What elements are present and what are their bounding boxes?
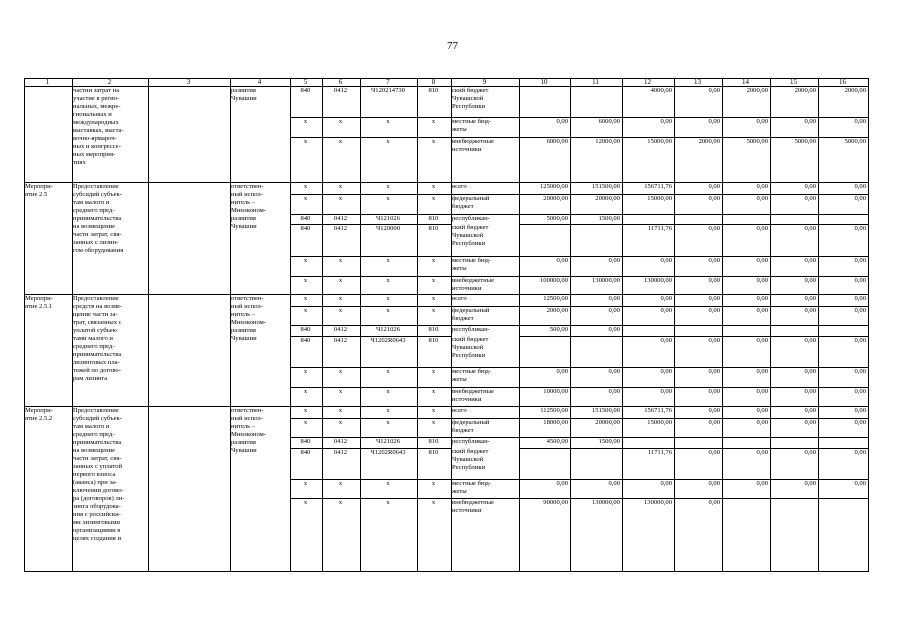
cell-col-11: 0,00 [608,307,620,314]
cell-col-8: 810 [428,337,439,344]
cell-col-6: x [338,295,343,302]
cell-col-12: 0,00 [660,480,672,487]
cell-col-6: x [338,138,343,145]
cell-col-16: 0,00 [854,480,866,487]
cell-col-7: x [386,138,390,145]
cell-col-8: x [431,277,436,284]
cell-col-12: 130000,00 [643,499,672,506]
cell-col-7: x [386,257,390,264]
cell-col-12: 156711,76 [644,407,672,414]
cell-col-8: x [431,257,436,264]
cell-col-7: Ч121026 [375,438,401,445]
cell-col-8: 810 [428,225,439,232]
cell-col-12: 0,00 [660,307,672,314]
column-header-3: 3 [186,78,191,86]
cell-col-10: 18000,00 [543,419,568,426]
cell-col-10: 0,00 [556,480,568,487]
column-header-9: 9 [482,78,487,86]
cell-col-11: 6000,00 [598,118,620,125]
cell-col-6: x [338,499,343,506]
cell-col-12: 4000,00 [650,87,672,94]
cell-col-8: 810 [428,438,439,445]
cell-col-5: 840 [300,87,311,94]
cell-col-5: x [303,277,308,284]
column-header-2: 2 [107,78,112,86]
cell-col-15: 5000,00 [794,138,816,145]
column-header-13: 13 [694,78,701,86]
cell-col-5: x [303,499,308,506]
cell-col-7: x [386,480,390,487]
cell-col-7: Ч121026 [375,326,401,333]
cell-col-10: 112500,00 [540,407,568,414]
column-header-14: 14 [742,78,749,86]
cell-col-12: 15000,00 [647,138,672,145]
cell-col-15: 0,00 [804,295,816,302]
column-header-7: 7 [386,78,390,86]
cell-col-6: 0412 [333,337,348,344]
cell-col-5: x [303,407,308,414]
cell-col-12: 130000,00 [643,277,672,284]
cell-col-15: 0,00 [804,368,816,375]
cell-col-11: 20000,00 [595,195,620,202]
cell-col-12: 0,00 [660,368,672,375]
cell-col-6: x [338,307,343,314]
cell-col-13: 0,00 [708,225,720,232]
cell-col-9: республикан- [452,326,490,333]
cell-col-7: Ч1202R0643 [370,337,406,344]
cell-col-8: x [431,118,436,125]
cell-col-13: 0,00 [708,118,720,125]
cell-col-7: x [386,195,390,202]
cell-col-9: внебюджетные источники [452,388,495,403]
cell-col-9: внебюджетные источники [452,138,495,153]
cell-col-11: 0,00 [608,368,620,375]
cell-col-12: 0,00 [660,118,672,125]
cell-col-5: x [303,118,308,125]
cell-col-9: ский бюджет Чувашской Республики [452,87,489,110]
cell-col-11: 0,00 [608,295,620,302]
column-header-16: 16 [839,78,846,86]
cell-col-9: внебюджетные источники [452,499,495,514]
cell-col-10: 500,00 [549,326,568,333]
cell-col-16: 0,00 [854,307,866,314]
cell-col-11: 1500,00 [598,438,620,445]
cell-col-10: 0,00 [556,118,568,125]
cell-col-13: 0,00 [708,87,720,94]
cell-col-16: 0,00 [854,407,866,414]
cell-col-13: 0,00 [708,307,720,314]
cell-col-13: 0,00 [708,407,720,414]
cell-col-14: 2000,00 [746,87,768,94]
column-header-11: 11 [592,78,599,86]
cell-col-7: x [386,277,390,284]
cell-col-5: x [303,295,308,302]
cell-col-16: 5000,00 [844,138,866,145]
cell-col-6: x [338,388,343,395]
cell-col-7: Ч120000 [375,225,401,232]
column-header-6: 6 [338,78,343,86]
column-header-8: 8 [431,78,436,86]
cell-col-12: 0,00 [660,257,672,264]
cell-col-14: 0,00 [756,183,768,190]
cell-col-9: внебюджетные источники [452,277,495,292]
cell-col-7: x [386,368,390,375]
cell-col-11: 151500,00 [591,183,620,190]
measure-name: Предоставление субсидий субъек- там малого и среднего пред- принимательства на возмещение части затрат, свя- занных с уплатой первого взноса (аванса) при за- ключении догово- ра (договоров) ли- зинга оборудова- ния с российски- ми лизинговыми организациями в целях создания и [73,407,125,542]
cell-col-15: 0,00 [804,225,816,232]
cell-col-14: 0,00 [756,225,768,232]
cell-col-14: 0,00 [756,368,768,375]
cell-col-6: x [338,195,343,202]
cell-col-14: 0,00 [756,337,768,344]
cell-col-7: x [386,307,390,314]
cell-col-9: ский бюджет Чувашской Республики [452,448,489,471]
cell-col-14: 0,00 [756,449,768,456]
cell-col-6: 0412 [333,87,348,94]
cell-col-12: 15000,00 [647,195,672,202]
cell-col-16: 2000,00 [844,87,866,94]
cell-col-13: 0,00 [708,195,720,202]
cell-col-11: 0,00 [608,480,620,487]
page-number: 77 [447,40,458,52]
cell-col-13: 0,00 [708,368,720,375]
cell-col-15: 0,00 [804,118,816,125]
executor: ответствен- ный испол- нитель – Минэконом- развития Чувашии [231,407,266,454]
cell-col-13: 0,00 [708,419,720,426]
cell-col-8: 810 [428,215,439,222]
cell-col-14: 5000,00 [746,138,768,145]
cell-col-16: 0,00 [854,419,866,426]
cell-col-15: 0,00 [804,388,816,395]
cell-col-7: x [386,499,390,506]
measure-label: Меропри- ятие 2.5.2 [25,407,53,422]
cell-col-7: x [386,419,390,426]
cell-col-13: 2000,00 [698,138,720,145]
cell-col-9: местные бюд- жеты [452,480,492,495]
cell-col-7: x [386,183,390,190]
cell-col-11: 12000,00 [595,138,620,145]
cell-col-9: всего [452,183,467,190]
cell-col-10: 0,00 [556,368,568,375]
cell-col-7: Ч120214730 [371,87,405,94]
cell-col-15: 0,00 [804,257,816,264]
cell-col-13: 0,00 [708,337,720,344]
cell-col-11: 130000,00 [591,499,620,506]
cell-col-16: 0,00 [854,183,866,190]
cell-col-8: x [431,499,436,506]
cell-col-16: 0,00 [854,225,866,232]
cell-col-7: x [386,295,390,302]
cell-col-9: местные бюд- жеты [452,118,492,133]
cell-col-8: 810 [428,87,439,94]
cell-col-6: x [338,480,343,487]
cell-col-16: 0,00 [854,195,866,202]
cell-col-11: 130000,00 [591,277,620,284]
cell-col-5: 840 [300,215,311,222]
cell-col-7: Ч1202R0643 [370,449,406,456]
cell-col-10: 5000,00 [546,215,568,222]
measure-name: частии затрат на участие в регио- нальных, межре- гиональных и международных выставках, выста- вочно-ярмароч- ных и конгрессе- ных мероприя- тиях [73,87,124,166]
cell-col-12: 0,00 [660,388,672,395]
cell-col-6: 0412 [333,326,348,333]
cell-col-7: x [386,118,390,125]
column-header-4: 4 [257,78,262,86]
cell-col-7: x [386,388,390,395]
cell-col-14: 0,00 [756,480,768,487]
cell-col-8: x [431,183,436,190]
cell-col-13: 0,00 [708,499,720,506]
cell-col-14: 0,00 [756,277,768,284]
cell-col-13: 0,00 [708,388,720,395]
cell-col-9: всего [452,407,467,414]
cell-col-9: местные бюд- жеты [452,368,492,383]
cell-col-7: x [386,407,390,414]
cell-col-16: 0,00 [854,388,866,395]
cell-col-9: ский бюджет Чувашской Республики [452,336,489,359]
cell-col-5: 840 [300,337,311,344]
cell-col-8: x [431,480,436,487]
cell-col-16: 0,00 [854,337,866,344]
cell-col-5: x [303,195,308,202]
measure-name: Предоставление субсидий субъек- там малого и среднего пред- принимательства на возмещение части затрат, свя- занных с лизин- гом оборудования [73,183,124,254]
cell-col-14: 0,00 [756,419,768,426]
cell-col-13: 0,00 [708,480,720,487]
cell-col-9: федеральный бюджет [452,307,490,322]
cell-col-16: 0,00 [854,295,866,302]
cell-col-10: 0,00 [556,257,568,264]
measure-label: Меропри- ятие 2.5 [25,183,53,198]
cell-col-15: 0,00 [804,480,816,487]
executor: развития Чувашии [231,87,257,102]
cell-col-6: x [338,257,343,264]
cell-col-14: 0,00 [756,307,768,314]
cell-col-12: 11711,76 [647,449,672,456]
cell-col-12: 15000,00 [647,419,672,426]
cell-col-9: республикан- [452,215,490,222]
cell-col-16: 0,00 [854,277,866,284]
cell-col-8: 810 [428,326,439,333]
cell-col-12: 156711,76 [644,183,672,190]
cell-col-10: 10000,00 [543,388,568,395]
cell-col-6: x [338,118,343,125]
cell-col-6: 0412 [333,215,348,222]
cell-col-13: 0,00 [708,449,720,456]
cell-col-15: 0,00 [804,419,816,426]
cell-col-6: x [338,277,343,284]
cell-col-15: 2000,00 [794,87,816,94]
cell-col-5: x [303,257,308,264]
cell-col-5: x [303,138,308,145]
cell-col-15: 0,00 [804,183,816,190]
cell-col-5: x [303,480,308,487]
cell-col-14: 0,00 [756,407,768,414]
cell-col-9: федеральный бюджет [452,195,490,210]
cell-col-10: 4500,00 [546,438,568,445]
cell-col-5: x [303,388,308,395]
executor: ответствен- ный испол- нитель – Минэконом- развития Чувашии [231,183,266,230]
measure-name: Предоставление средств на возме- щение части за- трат, связанных с уплатой субъек- тами малого и среднего пред- принимательства лизинговых пла- тежей по догово- рам лизинга [73,295,123,382]
cell-col-16: 0,00 [854,257,866,264]
cell-col-14: 0,00 [756,295,768,302]
cell-col-10: 6000,00 [546,138,568,145]
cell-col-5: x [303,419,308,426]
cell-col-6: x [338,419,343,426]
cell-col-11: 0,00 [608,388,620,395]
cell-col-15: 0,00 [804,337,816,344]
cell-col-10: 90000,00 [543,499,568,506]
cell-col-11: 1500,00 [598,215,620,222]
cell-col-6: 0412 [333,225,348,232]
column-header-12: 12 [644,78,651,86]
cell-col-16: 0,00 [854,118,866,125]
cell-col-14: 0,00 [756,257,768,264]
cell-col-5: x [303,368,308,375]
cell-col-13: 0,00 [708,183,720,190]
cell-col-9: местные бюд- жеты [452,257,492,272]
cell-col-10: 12500,00 [543,295,568,302]
cell-col-14: 0,00 [756,118,768,125]
cell-col-8: x [431,307,436,314]
cell-col-8: x [431,407,436,414]
cell-col-13: 0,00 [708,295,720,302]
cell-col-15: 0,00 [804,307,816,314]
cell-col-15: 0,00 [804,407,816,414]
cell-col-8: x [431,388,436,395]
cell-col-8: x [431,368,436,375]
cell-col-6: 0412 [333,438,348,445]
cell-col-8: x [431,138,436,145]
cell-col-13: 0,00 [708,257,720,264]
cell-col-16: 0,00 [854,368,866,375]
grid-line [24,571,290,572]
cell-col-7: Ч121026 [375,215,401,222]
cell-col-5: x [303,183,308,190]
grid-line [290,571,868,572]
cell-col-14: 0,00 [756,388,768,395]
grid-line [868,78,869,572]
cell-col-6: x [338,407,343,414]
cell-col-8: x [431,419,436,426]
cell-col-12: 0,00 [660,295,672,302]
cell-col-10: 2000,00 [546,307,568,314]
cell-col-12: 0,00 [660,337,672,344]
cell-col-15: 0,00 [804,277,816,284]
cell-col-9: республикан- [452,438,490,445]
cell-col-15: 0,00 [804,195,816,202]
column-header-15: 15 [790,78,797,86]
cell-col-8: 810 [428,449,439,456]
cell-col-9: ский бюджет Чувашской Республики [452,224,489,247]
cell-col-13: 0,00 [708,277,720,284]
cell-col-11: 20000,00 [595,419,620,426]
cell-col-5: 840 [300,438,311,445]
column-header-1: 1 [45,78,50,86]
cell-col-8: x [431,295,436,302]
cell-col-11: 0,00 [608,257,620,264]
cell-col-12: 11711,76 [647,225,672,232]
cell-col-8: x [431,195,436,202]
cell-col-5: x [303,307,308,314]
cell-col-9: федеральный бюджет [452,419,490,434]
cell-col-6: 0412 [333,449,348,456]
cell-col-5: 840 [300,225,311,232]
cell-col-11: 151500,00 [591,407,620,414]
cell-col-10: 20000,00 [543,195,568,202]
cell-col-14: 0,00 [756,195,768,202]
cell-col-6: x [338,183,343,190]
cell-col-16: 0,00 [854,449,866,456]
cell-col-5: 840 [300,326,311,333]
cell-col-10: 125000,00 [539,183,568,190]
cell-col-6: x [338,368,343,375]
cell-col-9: всего [452,295,467,302]
cell-col-5: 840 [300,449,311,456]
executor: ответствен- ный испол- нитель – Минэконом- развития Чувашии [231,295,266,342]
measure-label: Меропри- ятие 2.5.1 [25,295,53,310]
column-header-10: 10 [540,78,548,86]
cell-col-11: 0,00 [608,326,620,333]
cell-col-15: 0,00 [804,449,816,456]
cell-col-10: 100000,00 [539,277,568,284]
column-header-5: 5 [303,78,308,86]
grid-line [148,78,149,572]
